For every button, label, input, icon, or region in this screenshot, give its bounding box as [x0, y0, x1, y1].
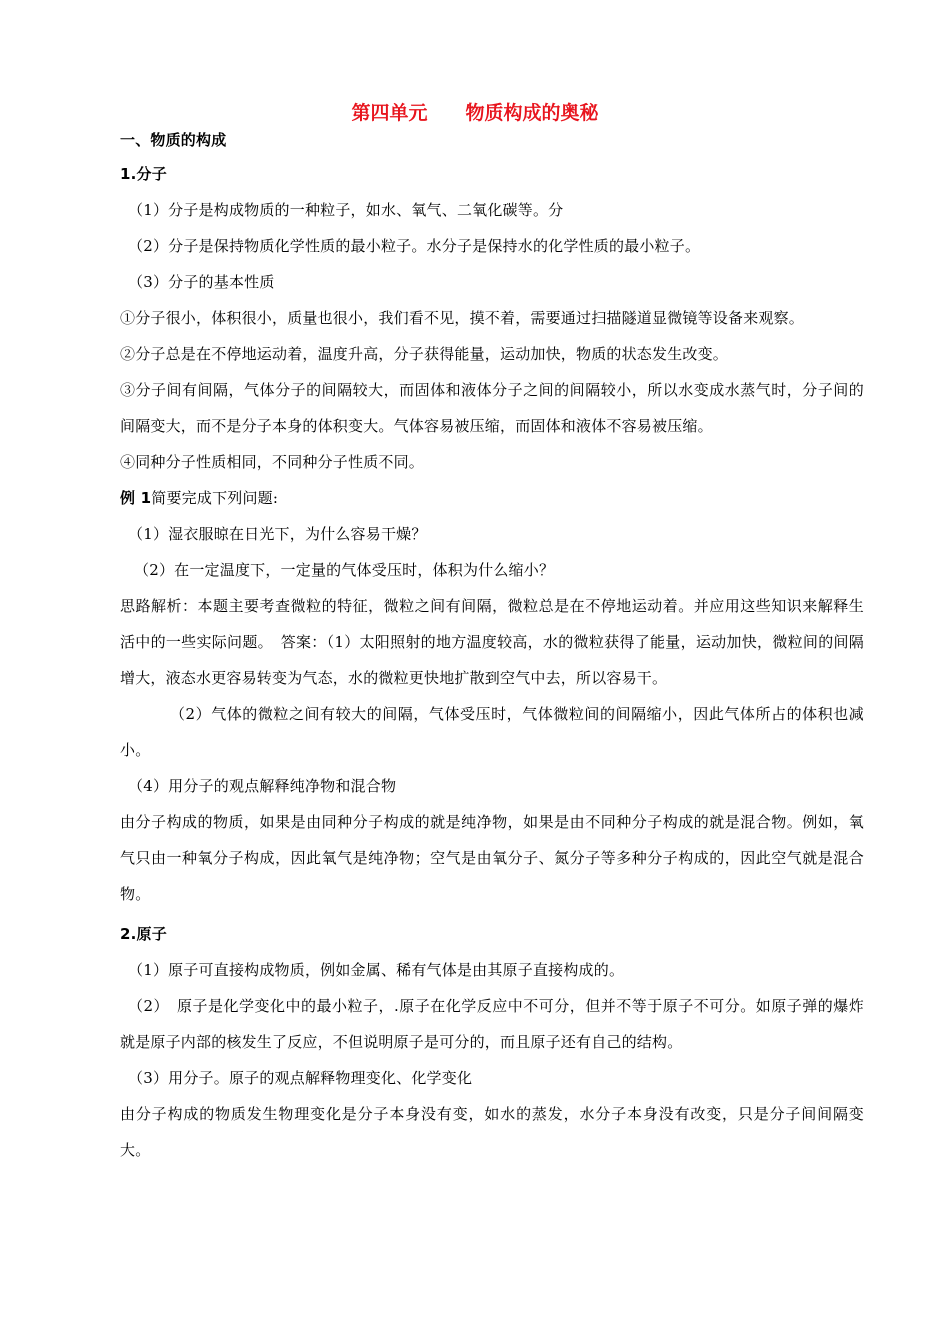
paragraph: （4）用分子的观点解释纯净物和混合物 [128, 777, 397, 795]
paragraph: ①分子很小，体积很小，质量也很小，我们看不见，摸不着，需要通过扫描隧道显微镜等设备来观察。 [120, 309, 805, 327]
document-title: 第四单元 物质构成的奥秘 [351, 102, 599, 124]
paragraph: （3）分子的基本性质 [128, 273, 275, 291]
paragraph: ③分子间有间隔，气体分子的间隔较大，而固体和液体分子之间的间隔较小，所以水变成水蒸气时，分子间的间隔变大，而不是分子本身的体积变大。气体容易被压缩，而固体和液体不容易被压缩。 [120, 381, 864, 435]
answer-paragraph: （2）气体的微粒之间有较大的间隔，气体受压时，气体微粒间的间隔缩小，因此气体所占的体积也减小。 [120, 705, 864, 759]
example-label: 例 1 [120, 489, 152, 507]
paragraph: ④同种分子性质相同，不同种分子性质不同。 [120, 453, 425, 471]
question: （1）湿衣服晾在日光下，为什么容易干燥？ [128, 525, 427, 543]
subsection-heading-atom: 2.原子 [120, 925, 167, 943]
example-line [120, 480, 864, 516]
paragraph: 由分子构成的物质发生物理变化是分子本身没有变，如水的蒸发，水分子本身没有改变，只是分子间间隔变大。 [120, 1105, 864, 1159]
paragraph: 由分子构成的物质，如果是由同种分子构成的就是纯净物，如果是由不同种分子构成的就是混合物。例如，氧气只由一种氧分子构成，因此氧气是纯净物；空气是由氧分子、氮分子等多种分子构成的，因此空气就是混合物。 [120, 813, 864, 903]
paragraph: （3）用分子。原子的观点解释物理变化、化学变化 [128, 1069, 473, 1087]
paragraph: （2） 原子是化学变化中的最小粒子，.原子在化学反应中不可分，但并不等于原子不可分。如原子弹的爆炸就是原子内部的核发生了反应，不但说明原子是可分的，而且原子还有自己的结构。 [120, 997, 864, 1051]
subsection-heading-molecule: 1.分子 [120, 165, 167, 183]
paragraph: （2）分子是保持物质化学性质的最小粒子。水分子是保持水的化学性质的最小粒子。 [128, 237, 701, 255]
paragraph: ②分子总是在不停地运动着，温度升高，分子获得能量，运动加快，物质的状态发生改变。 [120, 345, 729, 363]
paragraph: （1）分子是构成物质的一种粒子，如水、氧气、二氧化碳等。分 [128, 201, 564, 219]
question: （2）在一定温度下，一定量的气体受压时，体积为什么缩小？ [134, 561, 555, 579]
paragraph: （1）原子可直接构成物质，例如金属、稀有气体是由其原子直接构成的。 [128, 961, 625, 979]
document-body [120, 122, 864, 1168]
analysis-paragraph: 思路解析：本题主要考查微粒的特征，微粒之间有间隔，微粒总是在不停地运动着。并应用这些知识来解释生活中的一些实际问题。 答案：（1）太阳照射的地方温度较高，水的微粒获得了能量，运动加快，微粒间的间隔增大，液态水更容易转变为气态，水的微粒更快地扩散到空气中去，所以容易干。 [120, 597, 864, 687]
section-heading: 一、物质的构成 [120, 131, 227, 149]
example-text: 简要完成下列问题: [151, 489, 279, 507]
